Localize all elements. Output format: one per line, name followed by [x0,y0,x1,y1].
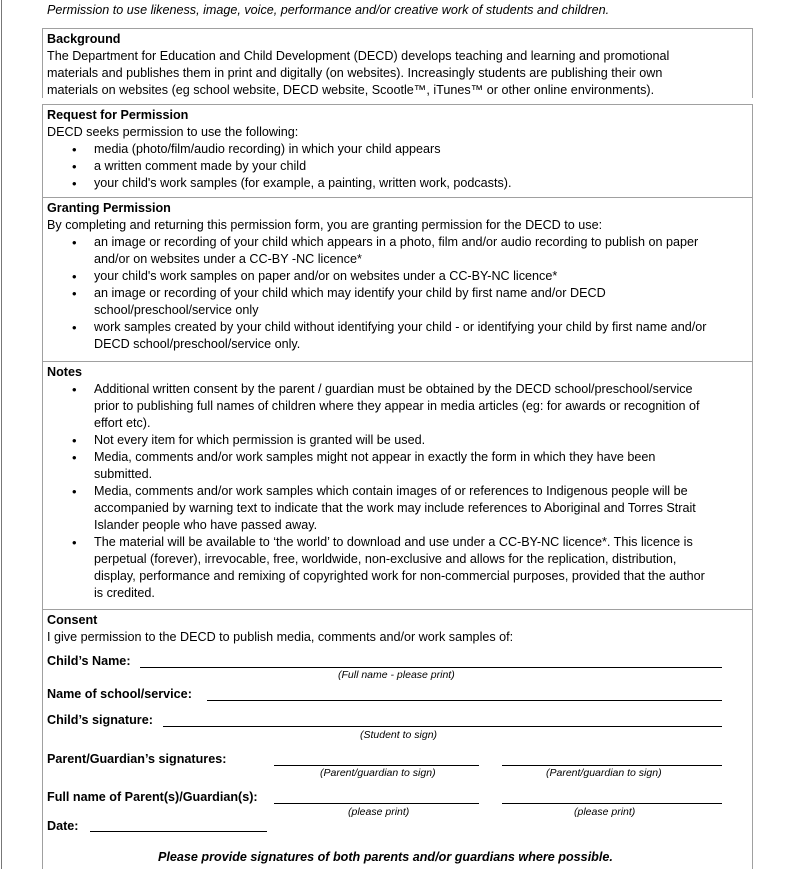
request-intro: DECD seeks permission to use the following: [47,125,299,139]
list-item [47,483,748,534]
child-signature-caption: (Student to sign) [360,729,438,741]
background-heading: Background [47,32,121,46]
parent-name-caption-1: (please print) [348,806,410,818]
list-item [47,381,748,432]
child-signature-field[interactable] [163,726,722,727]
list-item [47,432,748,449]
notes-section [42,361,753,609]
request-heading: Request for Permission [47,108,189,122]
list-item-line: • work samples created by your child without identifying your child - or identifying your child by first name and/or [94,320,707,334]
child-name-field[interactable] [140,667,722,668]
parent-signature-field-1[interactable] [274,765,479,766]
parent-signatures-label: Parent/Guardian’s signatures: [47,752,227,766]
parent-signature-caption-1: (Parent/guardian to sign) [320,767,436,779]
list-item-line: Islander people who have passed away. [94,518,318,532]
request-section [42,104,753,197]
list-item [47,285,748,319]
list-item-line: • The material will be available to ‘the world’ to download and use under a CC-BY-NC licence*. This licence is [94,535,693,549]
list-item-line: school/preschool/service only [94,303,259,317]
consent-intro: I give permission to the DECD to publish media, comments and/or work samples of: [47,630,514,644]
parent-name-caption-2: (please print) [574,806,636,818]
request-list [47,141,748,192]
list-item-line: accompanied by warning text to indicate that the work may include references to Aboriginal and Torres Strait [94,501,696,515]
notes-list [47,381,748,602]
list-item [47,449,748,483]
school-field[interactable] [207,700,722,701]
list-item-line: • Additional written consent by the parent / guardian must be obtained by the DECD school/preschool/service [94,382,693,396]
child-name-label: Child’s Name: [47,654,131,668]
child-name-caption: (Full name - please print) [338,669,455,681]
list-item-line: prior to publishing full names of children where they appear in media articles (eg: for awards or recognition of [94,399,700,413]
list-item: • media (photo/film/audio recording) in which your child appears [47,141,748,158]
background-line: materials and publishes them in print and digitally (on websites). Increasingly students are publishing their own [47,66,663,80]
list-item [47,268,748,285]
date-field[interactable] [90,831,267,832]
list-item [47,319,748,353]
list-item-line: effort etc). [94,416,151,430]
list-item-line: • an image or recording of your child which appears in a photo, film and/or audio recording to publish on paper [94,235,699,249]
document-title: Permission to use likeness, image, voice, performance and/or creative work of students and children. [47,3,610,17]
list-item-line: • an image or recording of your child which may identify your child by first name and/or DECD [94,286,606,300]
list-item-line: submitted. [94,467,153,481]
granting-list [47,234,748,353]
list-item-line: DECD school/preschool/service only. [94,337,301,351]
list-item-line: perpetual (forever), irrevocable, free, worldwide, non-exclusive and allows for the replication, distribution, [94,552,677,566]
background-line: materials on websites (eg school website, DECD website, Scootle™, iTunes™ or other online environments). [47,83,655,97]
list-item-line: and/or on websites under a CC-BY -NC licence* [94,252,362,266]
list-item-line: display, performance and remixing of copyrighted work for non-commercial purposes, provided that the author [94,569,705,583]
list-item-line: is credited. [94,586,155,600]
list-item: • a written comment made by your child [47,158,748,175]
parent-name-field-1[interactable] [274,803,479,804]
list-item-line: • Media, comments and/or work samples might not appear in exactly the form in which they have been [94,450,656,464]
parent-signature-field-2[interactable] [502,765,722,766]
list-item-line: • Not every item for which permission is granted will be used. [94,433,426,447]
parent-names-label: Full name of Parent(s)/Guardian(s): [47,790,258,804]
footer-note: Please provide signatures of both parents and/or guardians where possible. [158,850,613,864]
background-section [42,28,753,98]
child-signature-label: Child’s signature: [47,713,153,727]
granting-heading: Granting Permission [47,201,171,215]
list-item [47,534,748,602]
page-left-border [1,0,2,869]
list-item [47,234,748,268]
list-item-line: • your child's work samples on paper and/or on websites under a CC-BY-NC licence* [94,269,558,283]
list-item: • your child's work samples (for example, a painting, written work, podcasts). [47,175,748,192]
parent-signature-caption-2: (Parent/guardian to sign) [546,767,662,779]
granting-section [42,197,753,361]
consent-heading: Consent [47,613,98,627]
date-label: Date: [47,819,79,833]
background-line: The Department for Education and Child Development (DECD) develops teaching and learning and promotional [47,49,670,63]
list-item-line: • Media, comments and/or work samples which contain images of or references to Indigenous people will be [94,484,688,498]
granting-intro: By completing and returning this permission form, you are granting permission for the DECD to use: [47,218,603,232]
school-label: Name of school/service: [47,687,192,701]
notes-heading: Notes [47,365,82,379]
parent-name-field-2[interactable] [502,803,722,804]
